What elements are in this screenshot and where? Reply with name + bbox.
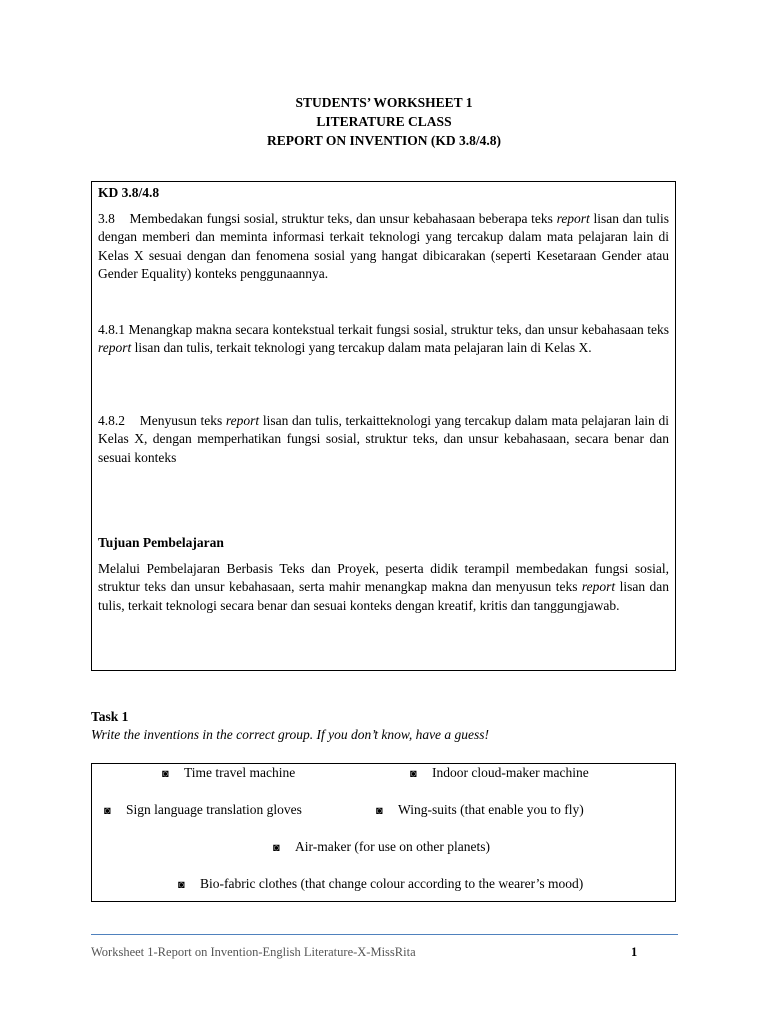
- page-number: 1: [631, 945, 638, 959]
- invention-item: ◙ Air-maker (for use on other planets): [273, 839, 491, 854]
- tujuan-paragraph: Melalui Pembelajaran Berbasis Teks dan Proyek, peserta didik terampil membedakan fungsi sosial, struktur teks dan unsur kebahasaan, serta mahir menangkap makna dan menyusun teks report lisan dan tulis, terkait teknologi secara benar dan sesuai konteks dengan kreatif, kritis dan tanggungjawab.: [98, 561, 669, 613]
- task-instruction: Write the inventions in the correct group. If you don’t know, have a guess!: [91, 727, 490, 742]
- kd-box: [91, 181, 676, 671]
- invention-item: ◙ Bio-fabric clothes (that change colour according to the wearer’s mood): [178, 876, 584, 891]
- class-title: LITERATURE CLASS: [316, 114, 452, 129]
- footer-divider: [91, 934, 678, 935]
- inventions-box: [91, 763, 676, 902]
- kd-4-8-2-paragraph: 4.8.2 Menyusun teks report lisan dan tulis, terkaitteknologi yang tercakup dalam mata pelajaran lain di Kelas X, dengan memperhatikan fungsi sosial, struktur teks, dan unsur kebahasaan, secara benar dan sesuai konteks: [98, 413, 669, 465]
- kd-4-8-1-paragraph: 4.8.1 Menangkap makna secara kontekstual terkait fungsi sosial, struktur teks, dan unsur kebahasaan teks report lisan dan tulis, terkait teknologi yang tercakup dalam mata pelajaran lain di Kelas X.: [98, 322, 669, 356]
- bullet-icon: ◙: [376, 805, 383, 817]
- kd-3-8-paragraph: 3.8 Membedakan fungsi sosial, struktur teks, dan unsur kebahasaan beberapa teks report lisan dan tulis dengan memberi dan meminta informasi terkait teknologi yang tercakup dalam mata pelajaran lain di Kelas X sesuai dengan dan fenomena sosial yang hangat dibicarakan (seperti Kesetaraan Gender atau Gender Equality) konteks penggunaannya.: [98, 211, 669, 281]
- bullet-icon: ◙: [104, 805, 111, 817]
- worksheet-title: STUDENTS’ WORKSHEET 1: [295, 95, 473, 110]
- bullet-icon: ◙: [273, 842, 280, 854]
- bullet-icon: ◙: [178, 879, 185, 891]
- invention-item: ◙ Sign language translation gloves: [104, 802, 302, 817]
- invention-item: ◙ Indoor cloud-maker machine: [410, 765, 589, 780]
- bullet-icon: ◙: [162, 768, 169, 780]
- invention-item: ◙ Wing-suits (that enable you to fly): [376, 802, 584, 817]
- topic-title: REPORT ON INVENTION (KD 3.8/4.8): [266, 133, 502, 148]
- tujuan-heading: Tujuan Pembelajaran: [98, 535, 224, 550]
- kd-heading: KD 3.8/4.8: [98, 185, 160, 200]
- invention-item: ◙ Time travel machine: [162, 765, 296, 780]
- task-title: Task 1: [91, 709, 129, 724]
- bullet-icon: ◙: [410, 768, 417, 780]
- footer-text: Worksheet 1-Report on Invention-English Literature-X-MissRita: [91, 945, 416, 959]
